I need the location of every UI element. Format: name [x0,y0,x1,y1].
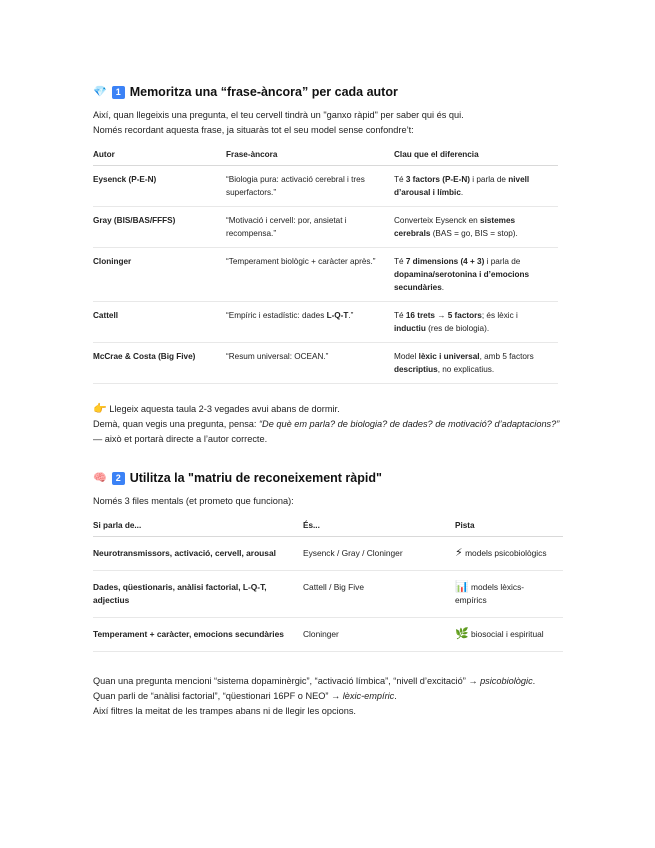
anchor-phrase: “Biologia pura: activació cerebral i tres superfactors.” [226,166,394,207]
bar-chart-icon: 📊 [455,581,469,593]
header-author: Autor [93,144,226,166]
tip-line-2: Quan parli de “anàlisi factorial”, “qüestionari 16PF o NEO” → lèxic-empíric. [93,691,397,701]
table-row [93,248,558,302]
topic: Neurotransmissors, activació, cervell, arousal [93,537,303,571]
anchor-phrase: “Resum universal: OCEAN.” [226,343,394,384]
section-1-intro-2: Només recordant aquesta frase, ja situaràs tot el seu model sense confondre’t: [93,125,414,135]
number-badge-icon: 2 [112,472,125,485]
number-badge-icon: 1 [112,86,125,99]
author-name: Cattell [93,302,226,343]
header-hint: Pista [455,515,563,537]
who: Eysenck / Gray / Cloninger [303,537,455,571]
section-1-heading [93,84,563,100]
who: Cattell / Big Five [303,571,455,618]
brain-icon: 🧠 [93,472,107,484]
lightning-icon: ⚡ [455,547,463,559]
table-row [93,571,563,618]
author-table-header [93,144,558,166]
table-row [93,343,558,384]
section-1 [93,84,563,447]
distinguishing-key: Model lèxic i universal, amb 5 factors descriptius, no explicatius. [394,343,558,384]
pointing-hand-icon: 👉 [93,403,107,415]
table-row [93,207,558,248]
table-row [93,302,558,343]
author-name: McCrae & Costa (Big Five) [93,343,226,384]
topic: Dades, qüestionaris, anàlisi factorial, L-Q-T, adjectius [93,571,303,618]
author-name: Cloninger [93,248,226,302]
who: Cloninger [303,618,455,652]
header-phrase: Frase-àncora [226,144,394,166]
header-key: Clau que el diferencia [394,144,558,166]
study-note-1: 👉 Llegeix aquesta taula 2-3 vegades avui abans de dormir. [93,403,340,415]
recognition-matrix [93,515,563,652]
hint: 🌿 biosocial i espiritual [455,618,563,652]
header-topic: Si parla de... [93,515,303,537]
distinguishing-key: Té 3 factors (P-E-N) i parla de nivell d’arousal i límbic. [394,166,558,207]
topic: Temperament + caràcter, emocions secundàries [93,618,303,652]
distinguishing-key: Té 7 dimensions (4 + 3) i parla de dopamina/serotonina i d’emocions secundàries. [394,248,558,302]
author-name: Gray (BIS/BAS/FFFS) [93,207,226,248]
table-row [93,166,558,207]
distinguishing-key: Converteix Eysenck en sistemes cerebrals (BAS = go, BIS = stop). [394,207,558,248]
section-2-heading [93,470,563,486]
leaf-icon: 🌿 [455,628,469,640]
author-table [93,144,558,384]
section-1-intro-1: Així, quan llegeixis una pregunta, el teu cervell tindrà un "ganxo ràpid" per saber qui és qui. [93,110,464,120]
anchor-phrase: “Temperament biològic + caràcter après.” [226,248,394,302]
gem-icon: 💎 [93,86,107,98]
anchor-phrase: “Empíric i estadístic: dades L-Q-T.” [226,302,394,343]
section-2-title: Utilitza la "matriu de reconeixement ràpid" [129,471,382,485]
tip-line-1: Quan una pregunta mencioni “sistema dopaminèrgic”, “activació límbica”, “nivell d’excitació” → psicobiològic. [93,676,536,686]
hint: 📊 models lèxics-empírics [455,571,563,618]
hint: ⚡ models psicobiològics [455,537,563,571]
header-who: És... [303,515,455,537]
matrix-header [93,515,563,537]
section-2 [93,470,563,719]
distinguishing-key: Té 16 trets → 5 factors; és lèxic i inductiu (res de biologia). [394,302,558,343]
section-1-title: Memoritza una “frase-àncora” per cada autor [129,85,398,99]
table-row [93,618,563,652]
anchor-phrase: “Motivació i cervell: por, ansietat i recompensa.” [226,207,394,248]
section-2-intro: Només 3 files mentals (et prometo que funciona): [93,496,294,506]
tip-line-3: Així filtres la meitat de les trampes abans ni de llegir les opcions. [93,706,356,716]
author-name: Eysenck (P-E-N) [93,166,226,207]
study-note-2: Demà, quan vegis una pregunta, pensa: “De què em parla? de biologia? de dades? de motivació? d’adaptacions?” — això et portarà directe a l’autor correcte. [93,419,560,444]
table-row [93,537,563,571]
